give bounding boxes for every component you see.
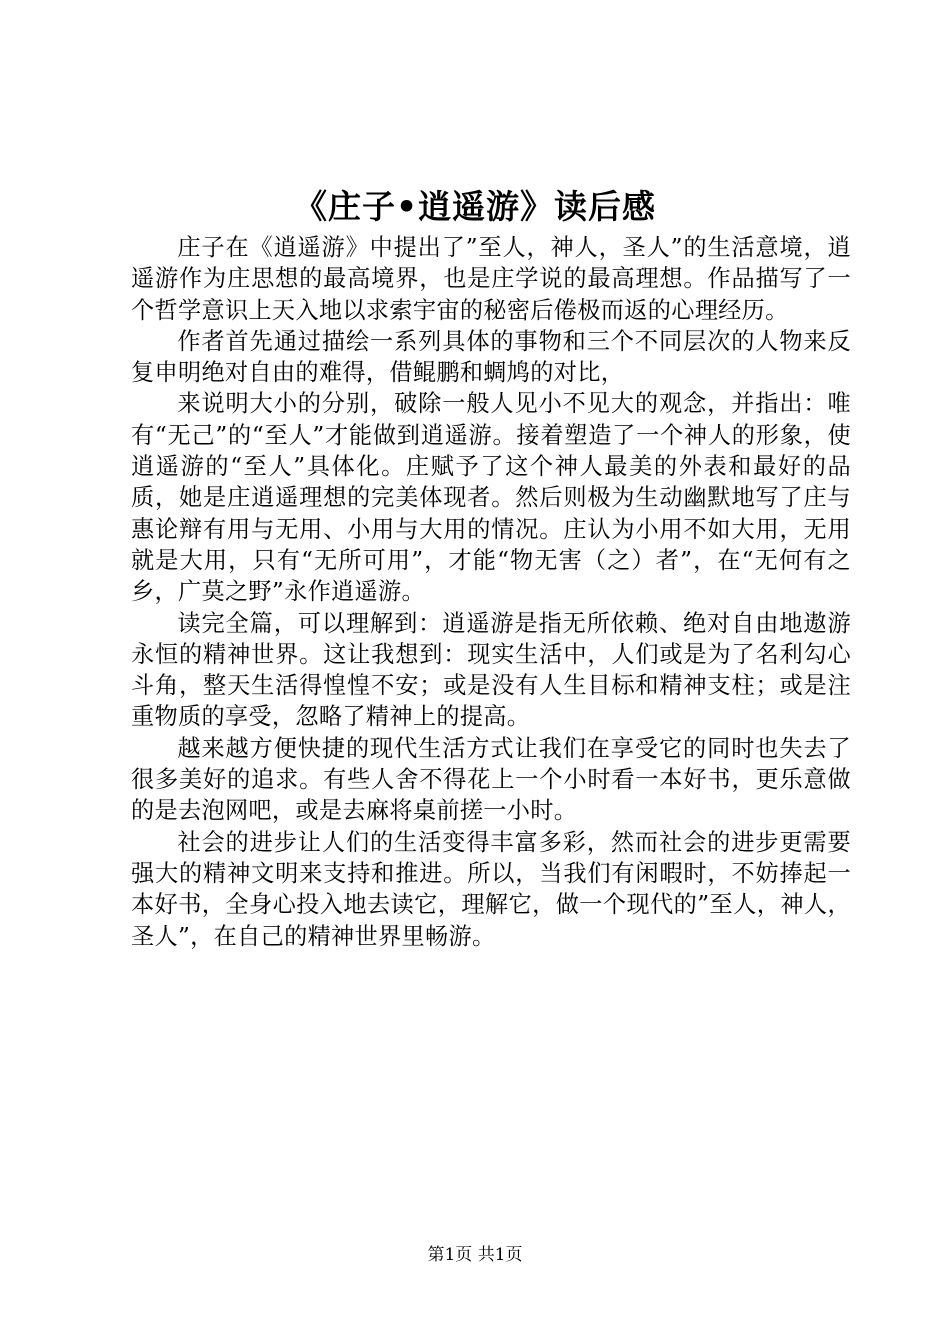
paragraph: 越来越方便快捷的现代生活方式让我们在享受它的同时也失去了很多美好的追求。有些人舍不得花上一个小时看一本好书，更乐意做的是去泡网吧，或是去麻将桌前搓一小时。	[131, 734, 851, 825]
document-body	[131, 232, 851, 952]
paragraph: 来说明大小的分别，破除一般人见小不见大的观念，并指出：唯有“无己”的“至人”才能做到逍遥游。接着塑造了一个神人的形象，使逍遥游的“至人”具体化。庄赋予了这个神人最美的外表和最好的品质，她是庄逍遥理想的完美体现者。然后则极为生动幽默地写了庄与惠论辩有用与无用、小用与大用的情况。庄认为小用不如大用，无用就是大用，只有“无所可用”，才能“物无害（之）者”，在“无何有之乡，广莫之野”永作逍遥游。	[131, 390, 851, 606]
page-footer: 第1页 共1页	[427, 1245, 523, 1265]
paragraph: 社会的进步让人们的生活变得丰富多彩，然而社会的进步更需要强大的精神文明来支持和推进。所以，当我们有闲暇时，不妨捧起一本好书，全身心投入地去读它，理解它，做一个现代的”至人，神人，圣人”，在自己的精神世界里畅游。	[131, 828, 851, 950]
paragraph: 庄子在《逍遥游》中提出了”至人，神人，圣人”的生活意境，逍遥游作为庄思想的最高境界，也是庄学说的最高理想。作品描写了一个哲学意识上天入地以求索宇宙的秘密后倦极而返的心理经历。	[131, 234, 851, 324]
paragraph: 读完全篇，可以理解到：逍遥游是指无所依赖、绝对自由地遨游永恒的精神世界。这让我想到：现实生活中，人们或是为了名利勾心斗角，整天生活得惶惶不安；或是没有人生目标和精神支柱；或是注重物质的享受，忽略了精神上的提高。	[131, 609, 851, 731]
document-title: 《庄子•逍遥游》读后感	[293, 187, 657, 226]
paragraph: 作者首先通过描绘一系列具体的事物和三个不同层次的人物来反复申明绝对自由的难得，借鲲鹏和蜩鸠的对比，	[131, 327, 851, 387]
